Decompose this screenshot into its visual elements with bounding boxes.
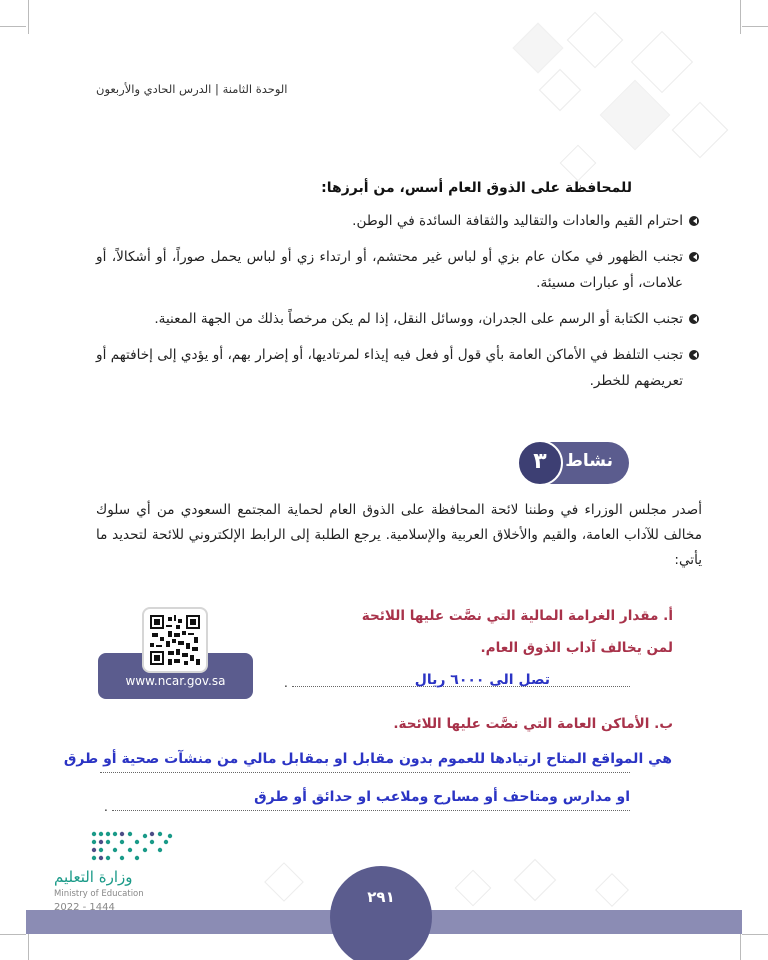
bullet-arrow-icon	[689, 216, 699, 226]
answer-b-line2: او مدارس ومتاحف أو مسارح وملاعب او حدائق أو طرق	[254, 789, 630, 805]
activity-badge	[519, 442, 629, 484]
ministry-logo	[54, 826, 184, 916]
decorative-diamond	[539, 69, 581, 111]
crop-mark	[0, 26, 26, 27]
bullet-arrow-icon	[689, 252, 699, 262]
list-item	[96, 342, 699, 394]
answer-line-b2	[112, 810, 630, 811]
header-breadcrumb: الوحدة الثامنة | الدرس الحادي والأربعون	[96, 82, 288, 96]
decorative-diamond	[264, 862, 304, 902]
ministry-name-en: Ministry of Education	[54, 889, 144, 899]
question-b: ب. الأماكن العامة التي نصَّت عليها اللائحة.	[393, 716, 673, 732]
bullet-arrow-icon	[689, 350, 699, 360]
decorative-diamond	[455, 870, 492, 907]
ministry-dots-icon	[90, 830, 176, 864]
list-item	[96, 306, 699, 332]
decorative-diamond	[513, 23, 564, 74]
activity-number: ٣	[517, 440, 563, 486]
page-number-badge	[330, 866, 432, 960]
crop-mark	[742, 26, 768, 27]
list-item	[96, 244, 699, 296]
decorative-diamond	[672, 102, 729, 159]
crop-mark	[0, 934, 26, 935]
activity-label: نشاط	[565, 451, 613, 471]
qr-url[interactable]: www.ncar.gov.sa	[125, 674, 226, 688]
answer-line-b1	[100, 772, 630, 773]
answer-line-end: .	[284, 676, 288, 690]
edition-year: 2022 - 1444	[54, 902, 115, 913]
activity-paragraph: أصدر مجلس الوزراء في وطننا لائحة المحافظة على الذوق العام لحماية المجتمع السعودي من أي سلوك مخالف للآداب العامة، والقيم والأخلاق العربية والإسلامية. يرجع الطلبة إلى الرابط الإلكتروني للائحة لتحديد ما يأتي:	[96, 502, 702, 568]
ministry-name-ar: وزارة التعليم	[54, 868, 133, 886]
bullet-text: احترام القيم والعادات والتقاليد والثقافة السائدة في الوطن.	[352, 213, 683, 229]
question-a: أ. مقدار الغرامة المالية التي نصَّت عليها اللائحة	[361, 608, 673, 624]
decorative-diamond	[631, 31, 693, 93]
decorative-diamond	[514, 859, 556, 901]
answer-line-end: .	[104, 800, 108, 814]
page-number: ٢٩١	[367, 888, 395, 906]
crop-mark	[740, 0, 741, 34]
bullet-text: تجنب الظهور في مكان عام بزي أو لباس غير محتشم، أو ارتداء زي أو لباس يحمل صوراً، أو أشكالاً، أو علامات، أو عبارات مسيئة.	[96, 249, 683, 291]
bullet-text: تجنب التلفظ في الأماكن العامة بأي قول أو فعل فيه إيذاء لمرتاديها، أو إضرار بهم، أو يؤدي إلى إخافتهم أو تعريضهم للخطر.	[96, 347, 683, 389]
bullet-text: تجنب الكتابة أو الرسم على الجدران، ووسائل النقل، إذا لم يكن مرخصاً بذلك من الجهة المعنية.	[154, 311, 683, 327]
decorative-diamond	[595, 873, 629, 907]
answer-a: تصل الى ٦٠٠٠ ريال	[414, 672, 550, 688]
question-a-continued: لمن يخالف آداب الذوق العام.	[480, 640, 673, 656]
list-item	[96, 208, 699, 234]
qr-link-card[interactable]	[98, 607, 253, 699]
lesson-intro: للمحافظة على الذوق العام أسس، من أبرزها:	[321, 180, 632, 196]
answer-b-line1: هي المواقع المتاح ارتيادها للعموم بدون مقابل او بمقابل مالي من منشآت صحية أو طرق	[63, 751, 672, 767]
crop-mark	[28, 0, 29, 34]
bullet-list	[96, 208, 699, 404]
crop-mark	[742, 934, 768, 935]
decorative-diamond	[567, 12, 624, 69]
decorative-diamond	[560, 145, 597, 182]
qr-code-icon	[142, 607, 208, 673]
bullet-arrow-icon	[689, 314, 699, 324]
